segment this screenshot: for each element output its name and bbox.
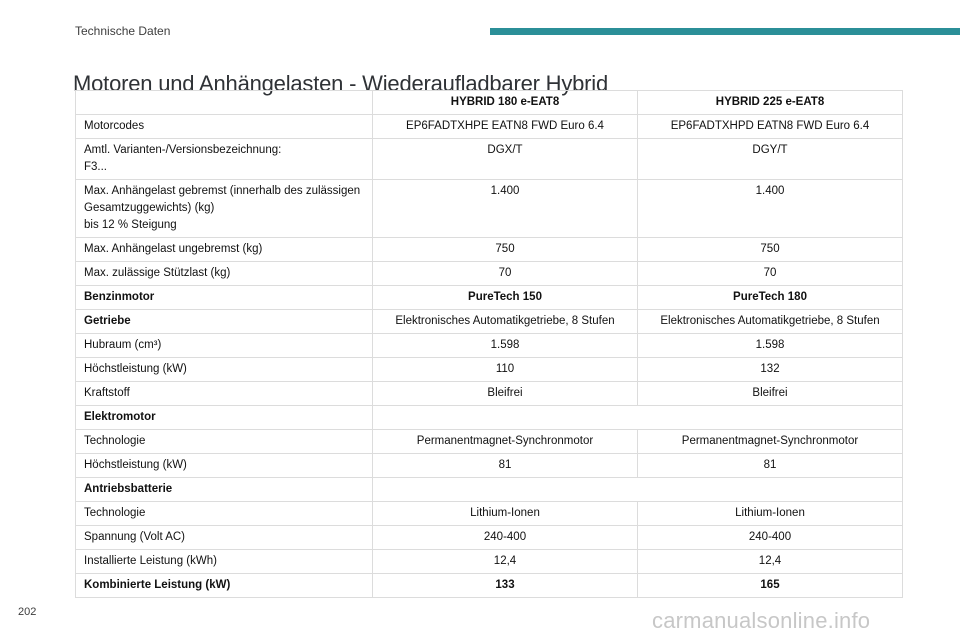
value-hybrid-180: 750 — [373, 238, 638, 262]
value-hybrid-180: Permanentmagnet-Synchronmotor — [373, 430, 638, 454]
row-group-traction-battery — [76, 478, 903, 502]
value-hybrid-180: 81 — [373, 454, 638, 478]
value-hybrid-225: 132 — [638, 358, 903, 382]
value-hybrid-225: 12,4 — [638, 550, 903, 574]
row-gearbox — [76, 310, 903, 334]
value-hybrid-225: Permanentmagnet-Synchronmotor — [638, 430, 903, 454]
value-hybrid-225: 750 — [638, 238, 903, 262]
row-label: Technologie — [76, 502, 373, 526]
row-em-technology — [76, 430, 903, 454]
header-cell-hybrid-180: HYBRID 180 e-EAT8 — [373, 91, 638, 115]
value-hybrid-180: PureTech 150 — [373, 286, 638, 310]
value-hybrid-180: Elektronisches Automatikgetriebe, 8 Stufen — [373, 310, 638, 334]
value-hybrid-225: 240-400 — [638, 526, 903, 550]
row-installed-capacity — [76, 550, 903, 574]
row-label-line: Gesamtzuggewichts) (kg) — [84, 202, 215, 214]
row-label: Hubraum (cm³) — [76, 334, 373, 358]
group-empty-cell — [373, 478, 903, 502]
value-hybrid-225: 165 — [638, 574, 903, 598]
header-cell-hybrid-225: HYBRID 225 e-EAT8 — [638, 91, 903, 115]
value-hybrid-180: Lithium-Ionen — [373, 502, 638, 526]
value-hybrid-180: Bleifrei — [373, 382, 638, 406]
value-hybrid-225: 1.400 — [638, 180, 903, 238]
row-label-line: bis 12 % Steigung — [84, 219, 177, 231]
row-label: Motorcodes — [76, 115, 373, 139]
row-max-power — [76, 358, 903, 382]
value-hybrid-225: EP6FADTXHPD EATN8 FWD Euro 6.4 — [638, 115, 903, 139]
group-label: Elektromotor — [76, 406, 373, 430]
group-empty-cell — [373, 406, 903, 430]
row-unbraked-trailer-load — [76, 238, 903, 262]
value-hybrid-180: 70 — [373, 262, 638, 286]
value-hybrid-225: 81 — [638, 454, 903, 478]
value-hybrid-180: 110 — [373, 358, 638, 382]
row-label-line: F3... — [84, 161, 108, 173]
row-label-line: Max. Anhängelast gebremst (innerhalb des zulässigen — [84, 185, 361, 197]
row-voltage — [76, 526, 903, 550]
section-label: Technische Daten — [75, 24, 171, 38]
row-variant-designation — [76, 139, 903, 180]
value-hybrid-225: Bleifrei — [638, 382, 903, 406]
row-label: Kraftstoff — [76, 382, 373, 406]
value-hybrid-225: DGY/T — [638, 139, 903, 180]
header-accent-bar — [490, 28, 960, 35]
spec-table — [75, 90, 903, 598]
value-hybrid-180: 1.598 — [373, 334, 638, 358]
value-hybrid-225: PureTech 180 — [638, 286, 903, 310]
group-label: Antriebsbatterie — [76, 478, 373, 502]
row-label: Höchstleistung (kW) — [76, 454, 373, 478]
value-hybrid-225: Lithium-Ionen — [638, 502, 903, 526]
row-label: Kombinierte Leistung (kW) — [76, 574, 373, 598]
row-label: Max. zulässige Stützlast (kg) — [76, 262, 373, 286]
page-number: 202 — [18, 606, 37, 618]
value-hybrid-180: EP6FADTXHPE EATN8 FWD Euro 6.4 — [373, 115, 638, 139]
row-label: Spannung (Volt AC) — [76, 526, 373, 550]
row-battery-technology — [76, 502, 903, 526]
page-title: Motoren und Anhängelasten - Wiederaufladbarer Hybrid — [73, 70, 609, 96]
row-label-line: Amtl. Varianten-/Versionsbezeichnung: — [84, 144, 282, 156]
row-petrol-engine — [76, 286, 903, 310]
row-combined-power — [76, 574, 903, 598]
row-group-electric-motor — [76, 406, 903, 430]
value-hybrid-180: 1.400 — [373, 180, 638, 238]
watermark: carmanualsonline.info — [652, 608, 871, 633]
row-braked-trailer-load — [76, 180, 903, 238]
value-hybrid-225: Elektronisches Automatikgetriebe, 8 Stufen — [638, 310, 903, 334]
value-hybrid-180: 133 — [373, 574, 638, 598]
row-label: Technologie — [76, 430, 373, 454]
row-label — [76, 139, 373, 180]
value-hybrid-180: 240-400 — [373, 526, 638, 550]
row-fuel — [76, 382, 903, 406]
row-em-max-power — [76, 454, 903, 478]
row-label: Getriebe — [76, 310, 373, 334]
table-header-row — [76, 91, 903, 115]
row-label: Installierte Leistung (kWh) — [76, 550, 373, 574]
row-nose-weight — [76, 262, 903, 286]
row-label: Höchstleistung (kW) — [76, 358, 373, 382]
row-displacement — [76, 334, 903, 358]
value-hybrid-180: 12,4 — [373, 550, 638, 574]
row-label — [76, 180, 373, 238]
row-motorcodes — [76, 115, 903, 139]
row-label: Max. Anhängelast ungebremst (kg) — [76, 238, 373, 262]
value-hybrid-225: 70 — [638, 262, 903, 286]
header-cell-empty — [76, 91, 373, 115]
value-hybrid-225: 1.598 — [638, 334, 903, 358]
value-hybrid-180: DGX/T — [373, 139, 638, 180]
row-label: Benzinmotor — [76, 286, 373, 310]
